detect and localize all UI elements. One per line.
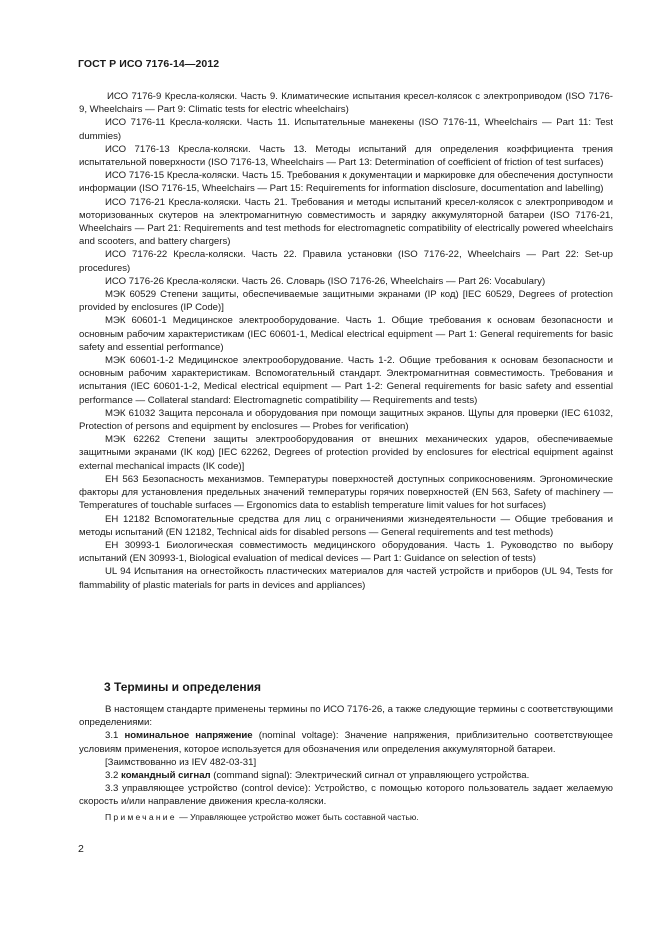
note xyxy=(79,811,613,823)
term-definition: (command signal): Электрический сигнал от управляющего устройства. xyxy=(213,770,530,782)
reference-item: ИСО 7176-13 Кресла-коляски. Часть 13. Методы испытаний для определения коэффициента трения испытательной поверхности (ISO 7176-13, Wheelchairs — Part 13: Determination of coefficient of friction of test surfaces) xyxy=(79,143,613,169)
page-number: 2 xyxy=(78,843,84,855)
section-title: 3 Термины и определения xyxy=(104,680,262,694)
term-name: командный сигнал xyxy=(121,770,211,782)
reference-item: МЭК 61032 Защита персонала и оборудования при помощи защитных экранов. Щупы для проверки (IEC 61032, Protection of persons and equipment by enclosures — Probes for verification) xyxy=(79,407,613,433)
note-text: — Управляющее устройство может быть составной частью. xyxy=(179,811,419,822)
term-definition: (nominal voltage): Значение напряжения, приблизительно соответствующее условиям применения, которое используется для обозначения или определения аккумуляторной батареи. xyxy=(79,730,614,755)
section-intro: В настоящем стандарте применены термины по ИСО 7176-26, а также следующие термины с соответствующими определениями: xyxy=(79,704,613,729)
reference-item: UL 94 Испытания на огнестойкость пластических материалов для частей устройств и приборов (UL 94, Tests for flammability of plastic materials for parts in devices and appliances) xyxy=(79,566,613,591)
reference-item: ЕН 12182 Вспомогательные средства для лиц с ограничениями жизнедеятельности — Общие требования и методы испытаний (EN 12182, Technical aids for disabled persons — General requirements and test methods) xyxy=(79,513,613,538)
term-3-2 xyxy=(79,769,613,782)
reference-item: ЕН 563 Безопасность механизмов. Температуры поверхностей доступных соприкосновениям. Эргономические факторы для установления предельных значений температуры горячих поверхностей (EN 563, Safety of machinery — Temperatures of touchable surfaces — Ergonomics data to establish temperature limit values for hot surfaces) xyxy=(79,473,613,512)
normative-references xyxy=(79,90,613,592)
reference-item: МЭК 60601-1 Медицинское электрооборудование. Часть 1. Общие требования к основам безопасности и основным рабочим характеристикам (IEC 60601-1, Medical electrical equipment — Part 1: General requirements for basic safety and essential performance) xyxy=(79,315,613,353)
term-number: 3.2 xyxy=(105,770,119,782)
reference-item: ИСО 7176-22 Кресла-коляски. Часть 22. Правила установки (ISO 7176-22, Wheelchairs — Part 22: Set-up procedures) xyxy=(79,249,613,274)
reference-item: ИСО 7176-9 Кресла-коляски. Часть 9. Климатические испытания кресел-колясок с электроприводом (ISO 7176-9, Wheelchairs — Part 9: Climatic tests for electric wheelchairs) xyxy=(79,91,613,116)
term-3-3: 3.3 управляющее устройство (control device): Устройство, с помощью которого пользователь задает желаемую скорость и/или направление движения кресла-коляски. xyxy=(79,783,613,808)
term-3-1 xyxy=(79,729,613,755)
term-number: 3.1 xyxy=(105,730,119,742)
reference-item: МЭК 62262 Степени защиты электрооборудования от внешних механических ударов, обеспечиваемые защитными экранами (IK код) [IEC 62262, Degrees of protection provided by enclosures for electrical equipment against external mechanical impacts (IK code)] xyxy=(79,434,613,472)
reference-item: МЭК 60601-1-2 Медицинское электрооборудование. Часть 1-2. Общие требования к основам безопасности и основным рабочим характеристикам. Вспомогательный стандарт. Электромагнитная совместимость. Требования и испытания (IEC 60601-1-2, Medical electrical equipment — Part 1-2: General requirements for basic safety and essential performance — Collateral standard: Electromagnetic compatibility — Requirements and tests) xyxy=(79,355,613,406)
term-source: [Заимствованно из IEV 482-03-31] xyxy=(105,756,257,768)
reference-item: ИСО 7176-11 Кресла-коляски. Часть 11. Испытательные манекены (ISO 7176-11, Wheelchairs — Part 11: Test dummies) xyxy=(79,117,613,142)
reference-item: ИСО 7176-26 Кресла-коляски. Часть 26. Словарь (ISO 7176-26, Wheelchairs — Part 26: Vocabulary) xyxy=(105,275,546,287)
term-name: номинальное напряжение xyxy=(124,730,253,742)
terms-section xyxy=(79,703,613,823)
note-label: Примечание xyxy=(105,811,177,822)
reference-item: ИСО 7176-21 Кресла-коляски. Часть 21. Требования и методы испытаний кресел-колясок с электроприводом и моторизованных скутеров на электромагнитную совместимость и зарядку аккумуляторной батареи (ISO 7176-21, Wheelchairs — Part 21: Requirements and test methods for electromagnetic compatibility of electrically powered wheelchairs and scooters, and battery chargers) xyxy=(79,196,613,248)
document-header: ГОСТ Р ИСО 7176-14—2012 xyxy=(78,58,220,70)
reference-item: ЕН 30993-1 Биологическая совместимость медицинского оборудования. Часть 1. Руководство по выбору испытаний (EN 30993-1, Biological evaluation of medical devices — Part 1: Guidance on selection of tests) xyxy=(79,539,613,565)
reference-item: ИСО 7176-15 Кресла-коляски. Часть 15. Требования к документации и маркировке для обеспечения доступности информации (ISO 7176-15, Wheelchairs — Part 15: Requirements for information disclosure, documentation and labelling) xyxy=(79,170,613,195)
reference-item: МЭК 60529 Степени защиты, обеспечиваемые защитными экранами (IP код) [IEC 60529, Degrees of protection provided by enclosures (IP Code)] xyxy=(79,289,613,314)
